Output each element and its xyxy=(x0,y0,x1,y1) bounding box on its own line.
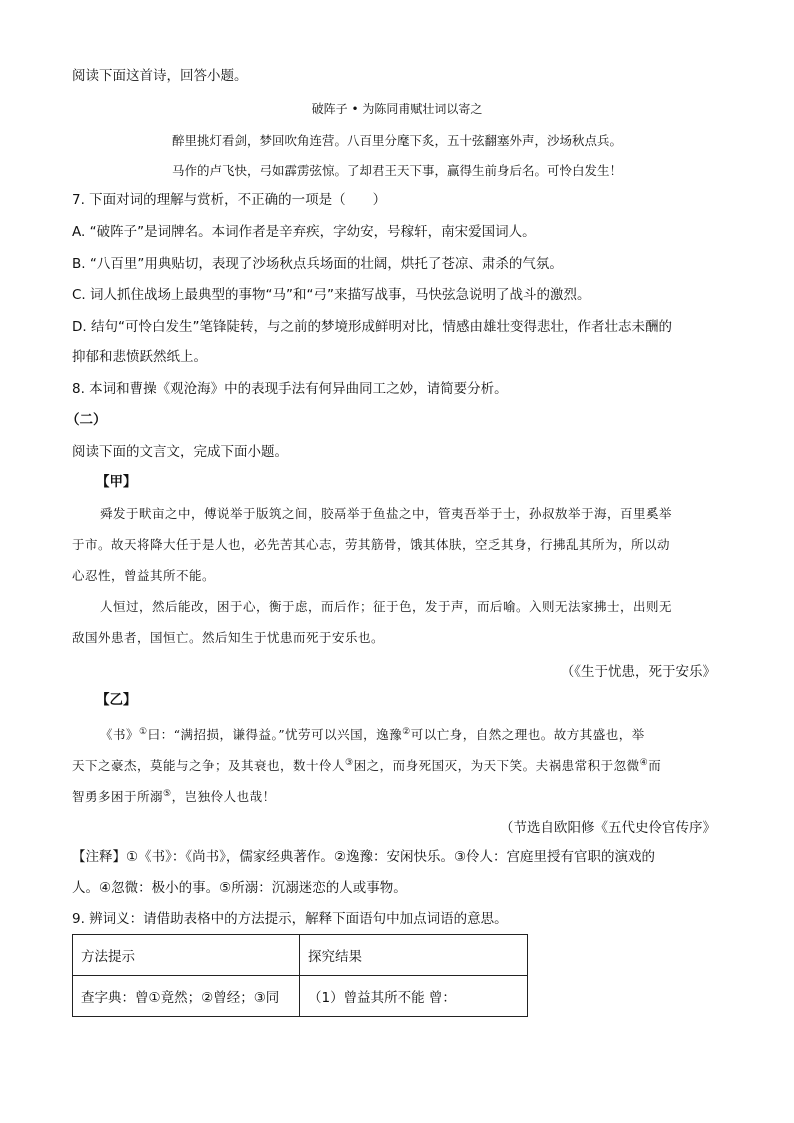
passage-jia-line: 敌国外患者，国恒亡。然后知生于忧患而死于安乐也。 xyxy=(72,630,385,645)
poem-line-1: 醉里挑灯看剑，梦回吹角连营。八百里分麾下炙，五十弦翻塞外声，沙场秋点兵。 xyxy=(171,133,622,148)
question-7-option-d: D. 结句“可怜白发生”笔锋陡转，与之前的梦境形成鲜明对比，情感由雄壮变得悲壮，作者壮志未酬的 xyxy=(72,319,672,335)
method-table xyxy=(72,934,528,1017)
passage-jia-source: （《生于忧患，死于安乐》 xyxy=(560,664,716,680)
question-7-option-c: C. 词人抓住战场上最典型的事物“马”和“弓”来描写战事，马快弦急说明了战斗的激烈。 xyxy=(72,287,591,303)
question-9: 9. 辨词义：请借助表格中的方法提示，解释下面语句中加点词语的意思。 xyxy=(72,911,508,927)
passage-jia-label: 【甲】 xyxy=(96,474,137,490)
table-row xyxy=(73,976,528,1017)
passage-jia-line: 舜发于畎亩之中，傅说举于版筑之间，胶鬲举于鱼盐之中，管夷吾举于士，孙叔敖举于海，百里奚举 xyxy=(100,506,673,521)
passage-yi-line: 《书》①曰：“满招损，谦得益。”忧劳可以兴国，逸豫②可以亡身，自然之理也。故方其盛也，举 xyxy=(100,727,645,743)
footnote-marker: ③ xyxy=(345,758,354,768)
passage-yi-source: （节选自欧阳修《五代史伶官传序》 xyxy=(500,820,716,836)
question-7-option-b: B. “八百里”用典贴切，表现了沙场秋点兵场面的壮阔，烘托了苍凉、肃杀的气氛。 xyxy=(72,256,563,272)
passage-jia-line: 心忍性，曾益其所不能。 xyxy=(72,568,216,583)
table-header-result: 探究结果 xyxy=(300,935,528,976)
passage-yi-line: 天下之豪杰，莫能与之争；及其衰也，数十伶人③困之，而身死国灭，为天下笑。夫祸患常积于忽微④而 xyxy=(72,758,662,774)
question-7-stem: 7. 下面对词的理解与赏析，不正确的一项是（ ） xyxy=(72,192,387,208)
table-cell: （1）曾益其所不能 曾： xyxy=(300,976,528,1017)
reading-instruction-2: 阅读下面的文言文，完成下面小题。 xyxy=(72,444,288,460)
passage-yi-line: 智勇多困于所溺⑤，岂独伶人也哉！ xyxy=(72,789,276,805)
table-cell: 查字典：曾①竟然；②曾经；③同 xyxy=(73,976,300,1017)
annotation-line: 【注释】①《书》：《尚书》，儒家经典著作。②逸豫：安闲快乐。③伶人：宫庭里授有官职的演戏的 xyxy=(72,849,656,865)
question-8: 8. 本词和曹操《观沧海》中的表现手法有何异曲同工之妙，请简要分析。 xyxy=(72,381,508,397)
passage-yi-label: 【乙】 xyxy=(96,692,137,708)
passage-jia-line: 于市。故天将降大任于是人也，必先苦其心志，劳其筋骨，饿其体肤，空乏其身，行拂乱其所为，所以动 xyxy=(72,537,671,552)
passage-jia-line: 人恒过，然后能改，困于心，衡于虑，而后作；征于色，发于声，而后喻。入则无法家拂士，出则无 xyxy=(100,599,673,614)
poem-title: 破阵子 • 为陈同甫赋壮词以寄之 xyxy=(311,102,483,116)
table-header-method: 方法提示 xyxy=(73,935,300,976)
footnote-marker: ① xyxy=(139,727,148,737)
reading-instruction: 阅读下面这首诗，回答小题。 xyxy=(72,68,248,84)
section-heading: （二） xyxy=(66,412,107,428)
table-row xyxy=(73,935,528,976)
footnote-marker: ⑤ xyxy=(163,789,172,799)
footnote-marker: ② xyxy=(402,727,411,737)
question-7-option-a: A. “破阵子”是词牌名。本词作者是辛弃疾，字幼安，号稼轩，南宋爱国词人。 xyxy=(72,224,536,240)
question-7-option-d-cont: 抑郁和悲愤跃然纸上。 xyxy=(72,349,207,365)
footnote-marker: ④ xyxy=(639,758,649,768)
poem-line-2: 马作的卢飞快，弓如霹雳弦惊。了却君王天下事，赢得生前身后名。可怜白发生！ xyxy=(171,163,622,178)
annotation-line: 人。④忽微：极小的事。⑤所溺：沉溺迷恋的人或事物。 xyxy=(72,880,407,896)
